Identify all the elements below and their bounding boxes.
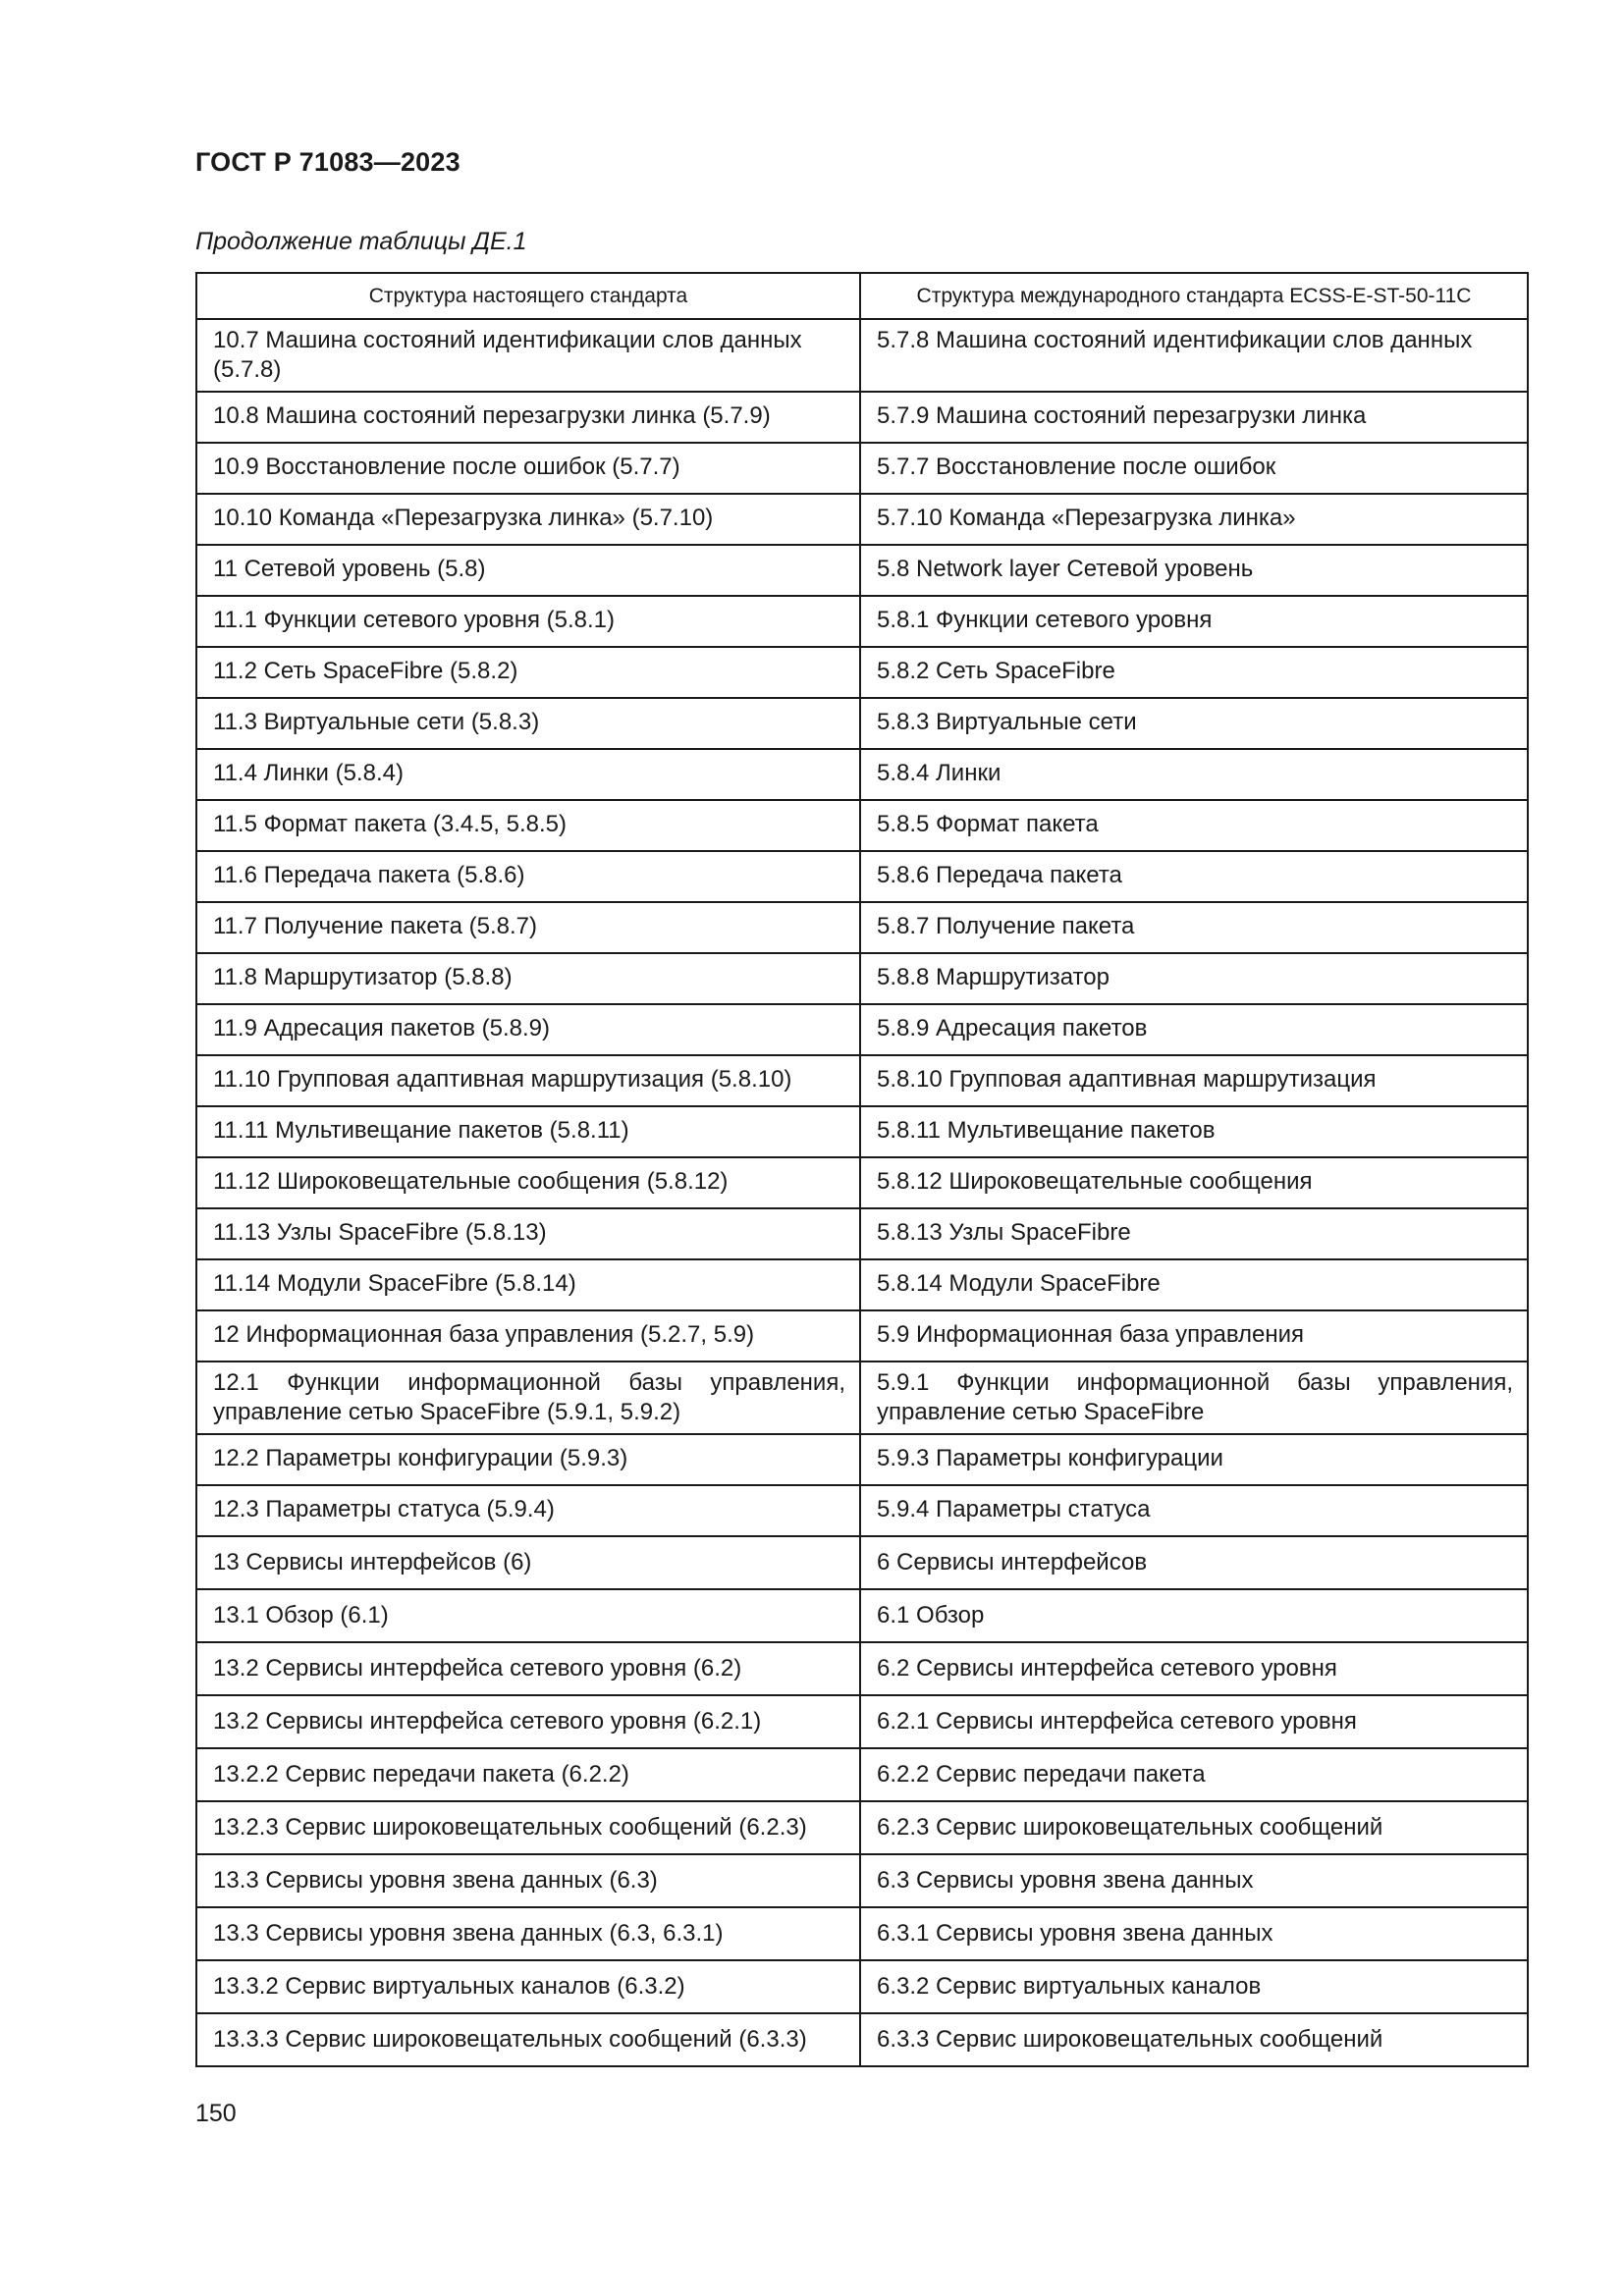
table-row	[196, 2013, 1528, 2066]
international-cell: 5.7.7 Восстановление после ошибок	[860, 443, 1528, 494]
international-cell: 5.8.4 Линки	[860, 749, 1528, 800]
table-row	[196, 1907, 1528, 1960]
international-cell: 6.3 Сервисы уровня звена данных	[860, 1854, 1528, 1907]
national-cell: 12.3 Параметры статуса (5.9.4)	[196, 1485, 860, 1536]
international-cell: 6.2.2 Сервис передачи пакета	[860, 1748, 1528, 1801]
international-cell: 5.7.8 Машина состояний идентификации слов данных	[860, 319, 1528, 392]
international-cell: 5.9.4 Параметры статуса	[860, 1485, 1528, 1536]
table-caption: Продолжение таблицы ДЕ.1	[195, 228, 527, 255]
international-cell: 5.8.2 Сеть SpaceFibre	[860, 647, 1528, 698]
correspondence-table	[195, 272, 1529, 2067]
table-row	[196, 647, 1528, 698]
national-cell: 13.2 Сервисы интерфейса сетевого уровня (6.2.1)	[196, 1695, 860, 1748]
national-cell: 13.3 Сервисы уровня звена данных (6.3, 6.3.1)	[196, 1907, 860, 1960]
international-cell: 6.3.3 Сервис широковещательных сообщений	[860, 2013, 1528, 2066]
international-cell: 5.8.8 Маршрутизатор	[860, 953, 1528, 1004]
table-row	[196, 749, 1528, 800]
national-cell: 11.8 Маршрутизатор (5.8.8)	[196, 953, 860, 1004]
table-row	[196, 596, 1528, 647]
national-cell: 11.10 Групповая адаптивная маршрутизация (5.8.10)	[196, 1055, 860, 1106]
table-row	[196, 1748, 1528, 1801]
international-cell: 5.8.6 Передача пакета	[860, 851, 1528, 902]
national-cell: 11 Сетевой уровень (5.8)	[196, 545, 860, 596]
national-cell: 11.5 Формат пакета (3.4.5, 5.8.5)	[196, 800, 860, 851]
table-row	[196, 545, 1528, 596]
national-cell: 13.2 Сервисы интерфейса сетевого уровня (6.2)	[196, 1642, 860, 1695]
national-cell: 11.4 Линки (5.8.4)	[196, 749, 860, 800]
national-cell: 11.3 Виртуальные сети (5.8.3)	[196, 698, 860, 749]
national-cell: 12.2 Параметры конфигурации (5.9.3)	[196, 1434, 860, 1485]
table-row	[196, 1434, 1528, 1485]
table-row	[196, 902, 1528, 953]
column-header-national: Структура настоящего стандарта	[196, 273, 860, 319]
national-cell: 13.2.2 Сервис передачи пакета (6.2.2)	[196, 1748, 860, 1801]
national-cell: 13.2.3 Сервис широковещательных сообщений (6.2.3)	[196, 1801, 860, 1854]
table-row	[196, 1485, 1528, 1536]
international-cell: 6.3.2 Сервис виртуальных каналов	[860, 1960, 1528, 2013]
national-cell: 13.3 Сервисы уровня звена данных (6.3)	[196, 1854, 860, 1907]
international-cell: 5.8.1 Функции сетевого уровня	[860, 596, 1528, 647]
table-row	[196, 1208, 1528, 1259]
table-row	[196, 1259, 1528, 1310]
international-cell: 5.7.10 Команда «Перезагрузка линка»	[860, 494, 1528, 545]
international-cell: 6.3.1 Сервисы уровня звена данных	[860, 1907, 1528, 1960]
international-cell: 6.2.1 Сервисы интерфейса сетевого уровня	[860, 1695, 1528, 1748]
international-cell: 5.9 Информационная база управления	[860, 1310, 1528, 1362]
international-cell: 5.8.5 Формат пакета	[860, 800, 1528, 851]
table-row	[196, 851, 1528, 902]
table-row	[196, 1801, 1528, 1854]
international-cell: 6 Сервисы интерфейсов	[860, 1536, 1528, 1589]
national-cell: 11.14 Модули SpaceFibre (5.8.14)	[196, 1259, 860, 1310]
national-cell: 11.9 Адресация пакетов (5.8.9)	[196, 1004, 860, 1055]
national-cell: 13.3.3 Сервис широковещательных сообщений (6.3.3)	[196, 2013, 860, 2066]
column-header-international: Структура международного стандарта ECSS-E-ST-50-11C	[860, 273, 1528, 319]
table-row	[196, 1055, 1528, 1106]
international-cell: 6.2 Сервисы интерфейса сетевого уровня	[860, 1642, 1528, 1695]
international-cell: 5.8.3 Виртуальные сети	[860, 698, 1528, 749]
table-row	[196, 698, 1528, 749]
national-cell: 10.9 Восстановление после ошибок (5.7.7)	[196, 443, 860, 494]
international-cell: 5.8.10 Групповая адаптивная маршрутизация	[860, 1055, 1528, 1106]
national-cell: 12.1 Функции информационной базы управления, управление сетью SpaceFibre (5.9.1, 5.9.2)	[196, 1362, 860, 1434]
national-cell: 11.13 Узлы SpaceFibre (5.8.13)	[196, 1208, 860, 1259]
international-cell: 5.8.13 Узлы SpaceFibre	[860, 1208, 1528, 1259]
document-code: ГОСТ Р 71083—2023	[195, 147, 460, 177]
national-cell: 11.12 Широковещательные сообщения (5.8.12)	[196, 1157, 860, 1208]
international-cell: 5.9.3 Параметры конфигурации	[860, 1434, 1528, 1485]
table-row	[196, 1106, 1528, 1157]
international-cell: 5.8.9 Адресация пакетов	[860, 1004, 1528, 1055]
table-row	[196, 319, 1528, 392]
international-cell: 5.7.9 Машина состояний перезагрузки линка	[860, 392, 1528, 443]
table-row	[196, 443, 1528, 494]
international-cell: 5.8.14 Модули SpaceFibre	[860, 1259, 1528, 1310]
table-header-row	[196, 273, 1528, 319]
table-row	[196, 1854, 1528, 1907]
table-row	[196, 1589, 1528, 1642]
national-cell: 10.10 Команда «Перезагрузка линка» (5.7.10)	[196, 494, 860, 545]
national-cell: 10.7 Машина состояний идентификации слов данных (5.7.8)	[196, 319, 860, 392]
national-cell: 11.2 Сеть SpaceFibre (5.8.2)	[196, 647, 860, 698]
table-row	[196, 1960, 1528, 2013]
national-cell: 11.7 Получение пакета (5.8.7)	[196, 902, 860, 953]
table-row	[196, 1157, 1528, 1208]
national-cell: 13.3.2 Сервис виртуальных каналов (6.3.2)	[196, 1960, 860, 2013]
table-row	[196, 392, 1528, 443]
page-number: 150	[195, 2100, 237, 2127]
international-cell: 6.1 Обзор	[860, 1589, 1528, 1642]
table-row	[196, 1695, 1528, 1748]
table-row	[196, 1004, 1528, 1055]
international-cell: 5.8 Network layer Сетевой уровень	[860, 545, 1528, 596]
national-cell: 11.1 Функции сетевого уровня (5.8.1)	[196, 596, 860, 647]
national-cell: 13 Сервисы интерфейсов (6)	[196, 1536, 860, 1589]
international-cell: 6.2.3 Сервис широковещательных сообщений	[860, 1801, 1528, 1854]
international-cell: 5.8.7 Получение пакета	[860, 902, 1528, 953]
national-cell: 10.8 Машина состояний перезагрузки линка (5.7.9)	[196, 392, 860, 443]
table-row	[196, 953, 1528, 1004]
national-cell: 11.6 Передача пакета (5.8.6)	[196, 851, 860, 902]
table-row	[196, 800, 1528, 851]
table-row	[196, 1362, 1528, 1434]
table-row	[196, 494, 1528, 545]
table-row	[196, 1536, 1528, 1589]
international-cell: 5.8.12 Широковещательные сообщения	[860, 1157, 1528, 1208]
table-row	[196, 1310, 1528, 1362]
national-cell: 11.11 Мультивещание пакетов (5.8.11)	[196, 1106, 860, 1157]
table-row	[196, 1642, 1528, 1695]
international-cell: 5.9.1 Функции информационной базы управления, управление сетью SpaceFibre	[860, 1362, 1528, 1434]
national-cell: 12 Информационная база управления (5.2.7, 5.9)	[196, 1310, 860, 1362]
national-cell: 13.1 Обзор (6.1)	[196, 1589, 860, 1642]
international-cell: 5.8.11 Мультивещание пакетов	[860, 1106, 1528, 1157]
